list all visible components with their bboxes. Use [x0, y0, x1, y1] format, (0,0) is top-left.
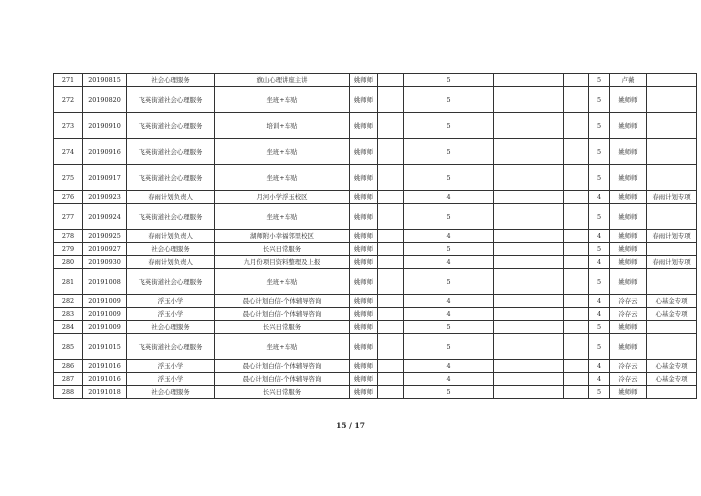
- blank-cell: [564, 373, 589, 386]
- recorder-cell: 姚师师: [610, 191, 647, 204]
- table-row: [54, 204, 697, 230]
- blank-cell: [564, 269, 589, 295]
- blank-cell: [378, 256, 404, 269]
- blank-cell: [378, 321, 404, 334]
- blank-cell: [564, 113, 589, 139]
- blank-cell: [494, 243, 564, 256]
- table-row: [54, 334, 697, 360]
- blank-cell: [564, 256, 589, 269]
- blank-cell: [378, 74, 404, 87]
- total-cell: 4: [589, 373, 610, 386]
- teacher-cell: 姚师师: [350, 204, 378, 230]
- blank-cell: [378, 334, 404, 360]
- remark-cell: [647, 334, 697, 360]
- table-row: [54, 373, 697, 386]
- recorder-cell: 姚师师: [610, 386, 647, 399]
- date-cell: 20190910: [83, 113, 127, 139]
- total-cell: 5: [589, 321, 610, 334]
- page-number: 15 / 17: [336, 421, 365, 430]
- recorder-cell: 姚师师: [610, 269, 647, 295]
- remark-cell: 心基金专项: [647, 308, 697, 321]
- remark-cell: [647, 321, 697, 334]
- organization-cell: 社会心理服务: [127, 74, 215, 87]
- table-row: [54, 295, 697, 308]
- remark-cell: 心基金专项: [647, 295, 697, 308]
- blank-cell: [378, 295, 404, 308]
- content-cell: 旗山心理讲座主讲: [215, 74, 350, 87]
- table-row: [54, 321, 697, 334]
- remark-cell: [647, 386, 697, 399]
- table-row: [54, 113, 697, 139]
- blank-cell: [494, 113, 564, 139]
- table-row: [54, 74, 697, 87]
- blank-cell: [564, 295, 589, 308]
- row-number: 272: [54, 87, 83, 113]
- blank-cell: [494, 139, 564, 165]
- blank-cell: [494, 269, 564, 295]
- teacher-cell: 姚师师: [350, 87, 378, 113]
- remark-cell: [647, 113, 697, 139]
- row-number: 283: [54, 308, 83, 321]
- row-number: 277: [54, 204, 83, 230]
- organization-cell: 浮玉小学: [127, 308, 215, 321]
- teacher-cell: 姚师师: [350, 373, 378, 386]
- row-number: 284: [54, 321, 83, 334]
- teacher-cell: 姚师师: [350, 386, 378, 399]
- date-cell: 20191009: [83, 321, 127, 334]
- recorder-cell: 姚师师: [610, 204, 647, 230]
- content-cell: 坐班+车贴: [215, 204, 350, 230]
- blank-cell: [494, 87, 564, 113]
- organization-cell: 飞英街道社会心理服务: [127, 204, 215, 230]
- recorder-cell: 姚师师: [610, 243, 647, 256]
- remark-cell: [647, 243, 697, 256]
- organization-cell: 飞英街道社会心理服务: [127, 165, 215, 191]
- date-cell: 20190925: [83, 230, 127, 243]
- blank-cell: [378, 386, 404, 399]
- remark-cell: [647, 139, 697, 165]
- table-row: [54, 230, 697, 243]
- recorder-cell: 冷存云: [610, 360, 647, 373]
- count-cell: 5: [404, 386, 494, 399]
- content-cell: 长兴日常服务: [215, 386, 350, 399]
- blank-cell: [378, 373, 404, 386]
- teacher-cell: 姚师师: [350, 165, 378, 191]
- blank-cell: [494, 191, 564, 204]
- date-cell: 20190820: [83, 87, 127, 113]
- blank-cell: [494, 295, 564, 308]
- total-cell: 5: [589, 386, 610, 399]
- count-cell: 5: [404, 139, 494, 165]
- organization-cell: 社会心理服务: [127, 243, 215, 256]
- content-cell: 坐班+车贴: [215, 165, 350, 191]
- row-number: 280: [54, 256, 83, 269]
- organization-cell: 社会心理服务: [127, 386, 215, 399]
- records-table: [53, 73, 697, 399]
- teacher-cell: 姚师师: [350, 139, 378, 165]
- remark-cell: [647, 87, 697, 113]
- total-cell: 5: [589, 269, 610, 295]
- teacher-cell: 姚师师: [350, 113, 378, 139]
- count-cell: 5: [404, 321, 494, 334]
- count-cell: 5: [404, 243, 494, 256]
- content-cell: 长兴日常服务: [215, 243, 350, 256]
- teacher-cell: 姚师师: [350, 360, 378, 373]
- teacher-cell: 姚师师: [350, 269, 378, 295]
- total-cell: 5: [589, 334, 610, 360]
- blank-cell: [564, 360, 589, 373]
- date-cell: 20190930: [83, 256, 127, 269]
- blank-cell: [564, 243, 589, 256]
- count-cell: 4: [404, 191, 494, 204]
- total-cell: 5: [589, 74, 610, 87]
- count-cell: 4: [404, 373, 494, 386]
- total-cell: 4: [589, 256, 610, 269]
- date-cell: 20191009: [83, 295, 127, 308]
- table-row: [54, 87, 697, 113]
- remark-cell: 心基金专项: [647, 360, 697, 373]
- count-cell: 5: [404, 204, 494, 230]
- blank-cell: [494, 308, 564, 321]
- recorder-cell: 姚师师: [610, 165, 647, 191]
- row-number: 281: [54, 269, 83, 295]
- date-cell: 20191008: [83, 269, 127, 295]
- recorder-cell: 冷存云: [610, 373, 647, 386]
- total-cell: 4: [589, 308, 610, 321]
- row-number: 285: [54, 334, 83, 360]
- content-cell: 晨心计划白信-个体辅导咨询: [215, 360, 350, 373]
- blank-cell: [494, 334, 564, 360]
- teacher-cell: 姚师师: [350, 191, 378, 204]
- blank-cell: [494, 321, 564, 334]
- total-cell: 5: [589, 204, 610, 230]
- remark-cell: 春雨计划专项: [647, 191, 697, 204]
- blank-cell: [564, 230, 589, 243]
- table-row: [54, 308, 697, 321]
- row-number: 271: [54, 74, 83, 87]
- content-cell: 九月份项目资料整理及上报: [215, 256, 350, 269]
- blank-cell: [564, 321, 589, 334]
- count-cell: 5: [404, 74, 494, 87]
- remark-cell: [647, 165, 697, 191]
- organization-cell: 飞英街道社会心理服务: [127, 269, 215, 295]
- organization-cell: 浮玉小学: [127, 360, 215, 373]
- teacher-cell: 姚师师: [350, 243, 378, 256]
- blank-cell: [494, 230, 564, 243]
- teacher-cell: 姚师师: [350, 321, 378, 334]
- teacher-cell: 姚师师: [350, 74, 378, 87]
- organization-cell: 浮玉小学: [127, 295, 215, 308]
- teacher-cell: 姚师师: [350, 308, 378, 321]
- row-number: 287: [54, 373, 83, 386]
- blank-cell: [564, 74, 589, 87]
- organization-cell: 春雨计划负责人: [127, 230, 215, 243]
- blank-cell: [494, 204, 564, 230]
- organization-cell: 社会心理服务: [127, 321, 215, 334]
- date-cell: 20190916: [83, 139, 127, 165]
- teacher-cell: 姚师师: [350, 230, 378, 243]
- date-cell: 20191009: [83, 308, 127, 321]
- count-cell: 5: [404, 269, 494, 295]
- recorder-cell: 姚师师: [610, 87, 647, 113]
- blank-cell: [378, 191, 404, 204]
- content-cell: 长兴日常服务: [215, 321, 350, 334]
- table-row: [54, 139, 697, 165]
- blank-cell: [378, 139, 404, 165]
- blank-cell: [378, 308, 404, 321]
- blank-cell: [378, 204, 404, 230]
- date-cell: 20191018: [83, 386, 127, 399]
- content-cell: 月河小学浮玉校区: [215, 191, 350, 204]
- table-row: [54, 191, 697, 204]
- recorder-cell: 姚师师: [610, 334, 647, 360]
- row-number: 282: [54, 295, 83, 308]
- date-cell: 20190815: [83, 74, 127, 87]
- count-cell: 5: [404, 334, 494, 360]
- blank-cell: [378, 230, 404, 243]
- blank-cell: [378, 360, 404, 373]
- total-cell: 4: [589, 360, 610, 373]
- row-number: 273: [54, 113, 83, 139]
- recorder-cell: 姚师师: [610, 321, 647, 334]
- teacher-cell: 姚师师: [350, 295, 378, 308]
- content-cell: 坐班+车贴: [215, 334, 350, 360]
- row-number: 276: [54, 191, 83, 204]
- count-cell: 4: [404, 230, 494, 243]
- blank-cell: [564, 87, 589, 113]
- total-cell: 5: [589, 87, 610, 113]
- blank-cell: [564, 165, 589, 191]
- date-cell: 20190927: [83, 243, 127, 256]
- blank-cell: [378, 269, 404, 295]
- blank-cell: [564, 204, 589, 230]
- content-cell: 晨心计划白信-个体辅导咨询: [215, 295, 350, 308]
- remark-cell: [647, 204, 697, 230]
- organization-cell: 春雨计划负责人: [127, 191, 215, 204]
- recorder-cell: 冷存云: [610, 295, 647, 308]
- row-number: 279: [54, 243, 83, 256]
- content-cell: 坐班+车贴: [215, 269, 350, 295]
- blank-cell: [494, 74, 564, 87]
- table-row: [54, 243, 697, 256]
- organization-cell: 飞英街道社会心理服务: [127, 139, 215, 165]
- row-number: 274: [54, 139, 83, 165]
- date-cell: 20190923: [83, 191, 127, 204]
- total-cell: 5: [589, 243, 610, 256]
- total-cell: 4: [589, 295, 610, 308]
- blank-cell: [378, 113, 404, 139]
- recorder-cell: 卢薇: [610, 74, 647, 87]
- blank-cell: [564, 308, 589, 321]
- organization-cell: 飞英街道社会心理服务: [127, 113, 215, 139]
- blank-cell: [378, 243, 404, 256]
- row-number: 286: [54, 360, 83, 373]
- blank-cell: [378, 87, 404, 113]
- row-number: 275: [54, 165, 83, 191]
- date-cell: 20191016: [83, 373, 127, 386]
- total-cell: 4: [589, 230, 610, 243]
- table-row: [54, 269, 697, 295]
- remark-cell: [647, 74, 697, 87]
- remark-cell: 心基金专项: [647, 373, 697, 386]
- total-cell: 5: [589, 113, 610, 139]
- organization-cell: 春雨计划负责人: [127, 256, 215, 269]
- blank-cell: [494, 373, 564, 386]
- count-cell: 4: [404, 295, 494, 308]
- teacher-cell: 姚师师: [350, 256, 378, 269]
- blank-cell: [378, 165, 404, 191]
- recorder-cell: 冷存云: [610, 308, 647, 321]
- remark-cell: 春雨计划专项: [647, 230, 697, 243]
- row-number: 278: [54, 230, 83, 243]
- content-cell: 坐班+车贴: [215, 139, 350, 165]
- total-cell: 5: [589, 139, 610, 165]
- recorder-cell: 姚师师: [610, 113, 647, 139]
- recorder-cell: 姚师师: [610, 256, 647, 269]
- blank-cell: [494, 386, 564, 399]
- organization-cell: 浮玉小学: [127, 373, 215, 386]
- remark-cell: [647, 269, 697, 295]
- content-cell: 培训+车贴: [215, 113, 350, 139]
- count-cell: 4: [404, 308, 494, 321]
- organization-cell: 飞英街道社会心理服务: [127, 334, 215, 360]
- teacher-cell: 姚师师: [350, 334, 378, 360]
- total-cell: 4: [589, 191, 610, 204]
- content-cell: 晨心计划白信-个体辅导咨询: [215, 308, 350, 321]
- total-cell: 5: [589, 165, 610, 191]
- count-cell: 5: [404, 87, 494, 113]
- table-row: [54, 165, 697, 191]
- blank-cell: [564, 191, 589, 204]
- date-cell: 20191015: [83, 334, 127, 360]
- recorder-cell: 姚师师: [610, 139, 647, 165]
- table-row: [54, 256, 697, 269]
- date-cell: 20190924: [83, 204, 127, 230]
- count-cell: 5: [404, 113, 494, 139]
- count-cell: 4: [404, 256, 494, 269]
- remark-cell: 春雨计划专项: [647, 256, 697, 269]
- recorder-cell: 姚师师: [610, 230, 647, 243]
- blank-cell: [564, 334, 589, 360]
- row-number: 288: [54, 386, 83, 399]
- blank-cell: [564, 139, 589, 165]
- content-cell: 湖师附小幸福邻里校区: [215, 230, 350, 243]
- date-cell: 20190917: [83, 165, 127, 191]
- blank-cell: [494, 360, 564, 373]
- blank-cell: [564, 386, 589, 399]
- table-row: [54, 360, 697, 373]
- content-cell: 坐班+车贴: [215, 87, 350, 113]
- blank-cell: [494, 165, 564, 191]
- table-row: [54, 386, 697, 399]
- count-cell: 5: [404, 165, 494, 191]
- organization-cell: 飞英街道社会心理服务: [127, 87, 215, 113]
- content-cell: 晨心计划白信-个体辅导咨询: [215, 373, 350, 386]
- blank-cell: [494, 256, 564, 269]
- date-cell: 20191016: [83, 360, 127, 373]
- count-cell: 4: [404, 360, 494, 373]
